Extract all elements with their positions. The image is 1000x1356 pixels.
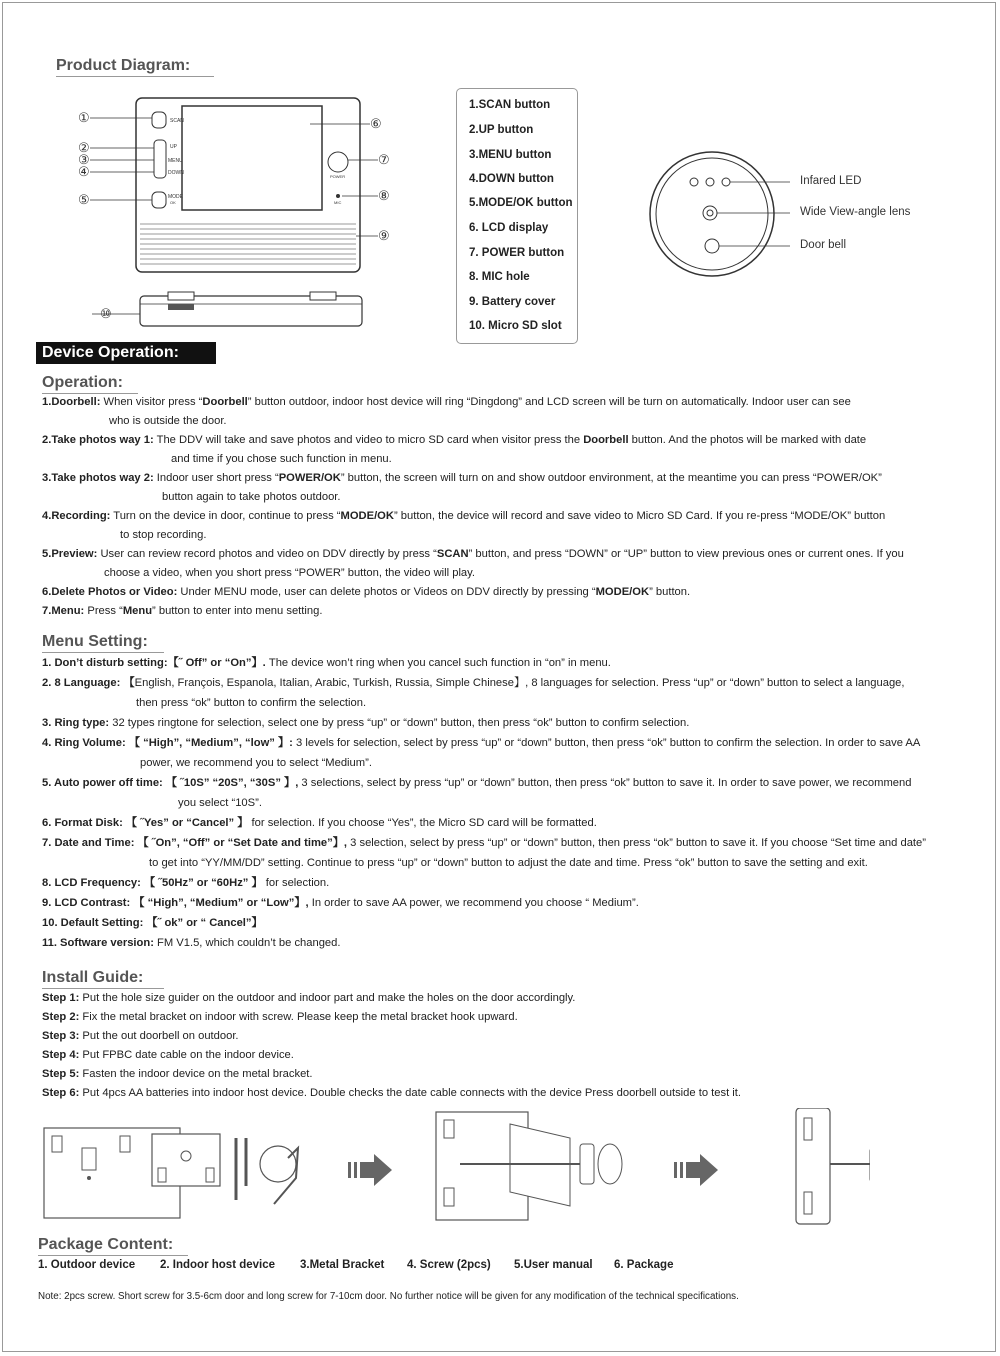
callout-3: ③	[78, 152, 90, 167]
infrared-led-drawing	[690, 178, 698, 186]
menu-item: 11. Software version: FM V1.5, which couldn’t be changed.	[42, 937, 341, 949]
operation-item: 1.Doorbell: When visitor press “Doorbell” button outdoor, indoor host device will ring “Dingdong” and LCD screen will be turn on automatically. Indoor user can see who is outside the door.	[42, 396, 851, 427]
callout-9: ⑨	[378, 228, 390, 243]
menu-item: 4. Ring Volume: 【 “High”, “Medium”, “low” 】: 3 levels for selection, select by press “up” or “down” button, then press “ok” button to confirm the selection. In order to save AA power, we recommend you to select “Medium”.	[42, 737, 921, 769]
doorbell-diagram	[640, 146, 790, 286]
package-item: 3.Metal Bracket	[300, 1259, 385, 1271]
legend-item: 4.DOWN button	[469, 173, 554, 185]
menu-item: 9. LCD Contrast: 【 “High”, “Medium” or “Low”】, In order to save AA power, we recommend you choose “ Medium”.	[42, 897, 639, 909]
side-view-drawing	[796, 1108, 830, 1224]
product-diagram-heading: Product Diagram:	[56, 57, 191, 74]
menu-list	[42, 653, 972, 953]
install-step: Step 5: Fasten the indoor device on the metal bracket.	[42, 1068, 313, 1080]
install-step: Step 2: Fix the metal bracket on indoor with screw. Please keep the metal bracket hook upward.	[42, 1011, 518, 1023]
legend-item: 8. MIC hole	[469, 271, 530, 283]
menu-item: 6. Format Disk: 【 ˝Yes” or “Cancel” 】 for selection. If you choose “Yes”, the Micro SD card will be formatted.	[42, 817, 597, 829]
mode-button-drawing	[152, 192, 166, 208]
power-button-drawing	[328, 152, 348, 172]
arrow-icon	[360, 1154, 392, 1186]
package-item: 1. Outdoor device	[38, 1259, 136, 1271]
install-steps	[42, 989, 972, 1103]
callout-5: ⑤	[78, 192, 90, 207]
callout-2: ②	[78, 140, 90, 155]
operation-item: 3.Take photos way 2: Indoor user short press “POWER/OK” button, the screen will turn on and show outdoor environment, at the meantime you can press “POWER/OK” button again to take photos outdoor.	[42, 472, 882, 503]
callout-8: ⑧	[378, 188, 390, 203]
package-content-heading: Package Content:	[38, 1236, 174, 1253]
device-label-power: POWER	[330, 174, 346, 179]
callout-1: ①	[78, 110, 90, 125]
doorbell-button-drawing	[705, 239, 719, 253]
callout-4: ④	[78, 164, 90, 179]
operation-item: 2.Take photos way 1: The DDV will take and save photos and video to micro SD card when visitor press the Doorbell button. And the photos will be marked with date and time if you chose such function in menu.	[42, 434, 867, 465]
device-label-mode: MODE	[168, 194, 183, 200]
label-doorbell: Door bell	[800, 239, 847, 251]
mic-hole-drawing	[336, 194, 340, 198]
label-infrared-led: Infared LED	[800, 175, 862, 187]
menu-item: 1. Don’t disturb setting:【˝ Off” or “On”】. The device won’t ring when you cancel such function in “on” in menu.	[42, 657, 611, 669]
callout-7: ⑦	[378, 152, 390, 167]
menu-item: 10. Default Setting: 【˝ ok” or “ Cancel”】	[42, 917, 263, 929]
operation-item: 5.Preview: User can review record photos and video on DDV directly by press “SCAN” button, and press “DOWN” or “UP” button to view previous ones or current ones. If you choose a video, when you short press “POWER” button, the video will play.	[42, 548, 904, 579]
package-item: 4. Screw (2pcs)	[407, 1259, 491, 1271]
operation-heading: Operation:	[42, 374, 123, 391]
device-label-ok: OK	[170, 200, 176, 205]
install-guide-heading: Install Guide:	[42, 969, 144, 986]
updown-button-drawing	[154, 140, 166, 178]
menu-item: 8. LCD Frequency: 【 ˝50Hz” or “60Hz” 】 for selection.	[42, 877, 330, 889]
legend-item: 2.UP button	[469, 124, 534, 136]
heading-underline	[56, 76, 214, 77]
infrared-led-drawing	[722, 178, 730, 186]
package-item: 6. Package	[614, 1259, 674, 1271]
label-lens: Wide View-angle lens	[800, 206, 911, 218]
diagram-legend	[456, 88, 578, 344]
operation-item: 7.Menu: Press “Menu” button to enter into menu setting.	[42, 605, 323, 617]
menu-item: 3. Ring type: 32 types ringtone for selection, select one by press “up” or “down” button, then press “ok” button to confirm selection.	[42, 717, 690, 729]
device-operation-heading: Device Operation:	[36, 342, 216, 364]
device-label-down: DOWN	[168, 170, 184, 176]
install-step: Step 6: Put 4pcs AA batteries into indoor host device. Double checks the date cable connects with the device Press doorbell outside to test it.	[42, 1087, 742, 1099]
device-label-mic: MIC	[334, 200, 342, 205]
operation-item: 4.Recording: Turn on the device in door, continue to press “MODE/OK” button, the device will record and save video to Micro SD Card. If you re-press “MODE/OK” button to stop recording.	[42, 510, 886, 541]
legend-item: 1.SCAN button	[469, 99, 551, 111]
operation-item: 6.Delete Photos or Video: Under MENU mode, user can delete photos or Videos on DDV directly by pressing “MODE/OK” button.	[42, 586, 691, 598]
install-step: Step 3: Put the out doorbell on outdoor.	[42, 1030, 239, 1042]
device-label-up: UP	[170, 144, 177, 150]
device-label-menu: MENU	[168, 158, 183, 164]
device-diagram	[60, 92, 440, 332]
scan-button-drawing	[152, 112, 166, 128]
infrared-led-drawing	[706, 178, 714, 186]
arrow-icon	[686, 1154, 718, 1186]
legend-item: 9. Battery cover	[469, 296, 556, 308]
install-illustration	[40, 1108, 870, 1228]
footer-note: Note: 2pcs screw. Short screw for 3.5-6cm door and long screw for 7-10cm door. No further notice will be given for any modification of the technical specifications.	[38, 1291, 739, 1302]
legend-item: 6. LCD display	[469, 222, 549, 234]
legend-item: 3.MENU button	[469, 149, 552, 161]
legend-item: 5.MODE/OK button	[469, 197, 573, 209]
package-item: 5.User manual	[514, 1259, 593, 1271]
menu-item: 5. Auto power off time: 【 ˝10S” “20S”, “30S” 】, 3 selections, select by press “up” or “down” button, then press “ok” button to save it. In order to save power, we recommend you select “10S”.	[42, 777, 912, 809]
callout-10: ⑩	[100, 306, 112, 321]
package-item: 2. Indoor host device	[160, 1259, 276, 1271]
menu-item: 2. 8 Language: 【English, François, Espanola, Italian, Arabic, Turkish, Russia, Simple Chinese】, 8 languages for selection. Press “up” or “down” button to select a language, then press “ok” button to confirm the selection.	[42, 677, 905, 709]
menu-item: 7. Date and Time: 【 ˝On”, “Off” or “Set Date and time”】, 3 selection, select by press “up” or “down” button, then press “ok” button to save it. If you choose “Set time and date” to get into “YY/MM/DD” setting. Continue to press “up” or “down” button to adjust the date and time. Press “ok” button to save the setting and exit.	[42, 837, 926, 869]
install-step: Step 1: Put the hole size guider on the outdoor and indoor part and make the holes on the door accordingly.	[42, 992, 576, 1004]
operation-list	[42, 393, 972, 621]
legend-item: 10. Micro SD slot	[469, 320, 562, 332]
menu-setting-heading: Menu Setting:	[42, 633, 148, 650]
device-label-scan: SCAN	[170, 118, 184, 124]
lcd-screen	[182, 106, 322, 210]
legend-item: 7. POWER button	[469, 247, 565, 259]
callout-6: ⑥	[370, 116, 382, 131]
outdoor-doorbell-drawing	[260, 1146, 296, 1182]
install-step: Step 4: Put FPBC date cable on the indoor device.	[42, 1049, 294, 1061]
